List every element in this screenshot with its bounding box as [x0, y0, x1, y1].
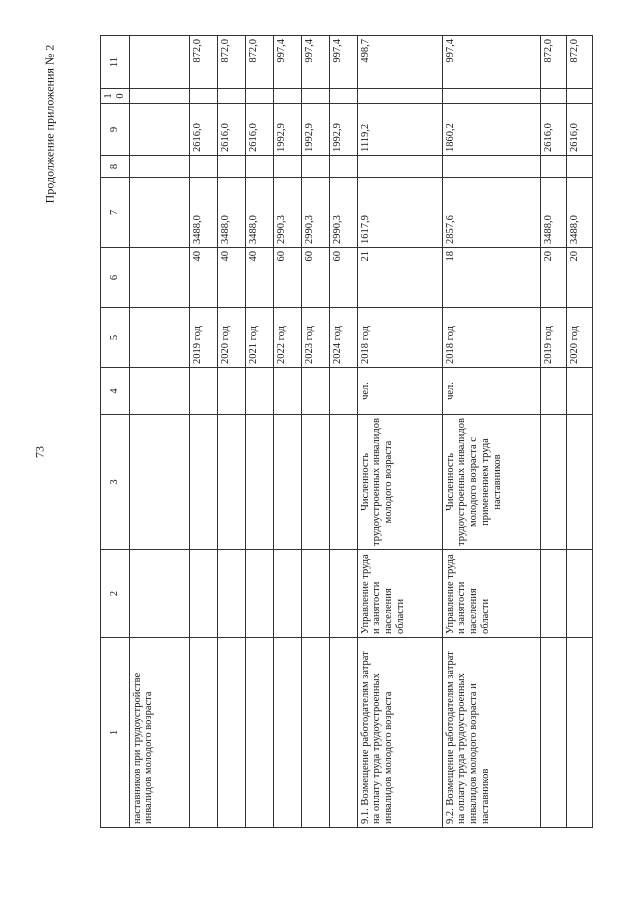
table-row-continuation: [129, 36, 189, 828]
cell: [566, 415, 592, 550]
page-number: 73: [32, 446, 47, 458]
executor-9-1: Управление труда и занятости населения области: [357, 550, 442, 638]
year-cell: 2020 год: [217, 308, 245, 368]
cell: [129, 36, 189, 89]
header-cell-7: 7: [101, 178, 130, 248]
cell: [189, 638, 217, 828]
regional-cell: 872,0: [217, 36, 245, 89]
cell: [129, 308, 189, 368]
cell: [329, 156, 357, 178]
cell: [357, 156, 442, 178]
cell: [189, 368, 217, 415]
quantity-cell: 18: [442, 248, 540, 308]
table-row: [245, 36, 273, 828]
cell: [129, 550, 189, 638]
regional-cell: 997,4: [273, 36, 301, 89]
regional-cell: 872,0: [540, 36, 566, 89]
cell: [329, 415, 357, 550]
cell: [566, 89, 592, 104]
quantity-cell: 40: [217, 248, 245, 308]
cell: [301, 415, 329, 550]
cell-continued-name: наставников при трудоустройстве инвалидов молодого возраста: [129, 638, 189, 828]
cell: [273, 89, 301, 104]
cell: [540, 156, 566, 178]
cell: [540, 368, 566, 415]
header-cell-3: 3: [101, 415, 130, 550]
cell: [566, 638, 592, 828]
header-cell-4: 4: [101, 368, 130, 415]
quantity-cell: 20: [540, 248, 566, 308]
cell: [273, 156, 301, 178]
cell: [245, 638, 273, 828]
cell: [273, 415, 301, 550]
year-cell: 2024 год: [329, 308, 357, 368]
header-cell-11: 11: [101, 36, 130, 89]
cell: [217, 638, 245, 828]
cell: [357, 89, 442, 104]
total-cell: 3488,0: [540, 178, 566, 248]
table-row: [189, 36, 217, 828]
total-cell: 2857,6: [442, 178, 540, 248]
table-row: [301, 36, 329, 828]
total-cell: 2990,3: [329, 178, 357, 248]
cell: [540, 89, 566, 104]
cell: [301, 89, 329, 104]
cell: [129, 415, 189, 550]
budget-table: [100, 35, 593, 828]
federal-cell: 1119,2: [357, 104, 442, 156]
federal-cell: 2616,0: [566, 104, 592, 156]
year-cell: 2020 год: [566, 308, 592, 368]
table-row: [566, 36, 592, 828]
measure-name-9-2: 9.2. Возмещение работодателям затрат на оплату труда трудоустроенных инвалидов молодого возраста и наставников: [442, 638, 540, 828]
cell: [442, 89, 540, 104]
cell: [273, 550, 301, 638]
year-cell: 2018 год: [442, 308, 540, 368]
cell: [189, 550, 217, 638]
cell: [273, 638, 301, 828]
header-cell-5: 5: [101, 308, 130, 368]
cell: [189, 89, 217, 104]
rotated-table-wrapper: [100, 36, 580, 828]
quantity-cell: 20: [566, 248, 592, 308]
header-cell-9: 9: [101, 104, 130, 156]
cell: [245, 368, 273, 415]
cell: [245, 89, 273, 104]
cell: [540, 415, 566, 550]
regional-cell: 997,4: [442, 36, 540, 89]
federal-cell: 1992,9: [301, 104, 329, 156]
table-row-section-9-1: [357, 36, 442, 828]
cell: [245, 550, 273, 638]
cell: [217, 415, 245, 550]
cell: [301, 550, 329, 638]
federal-cell: 1992,9: [273, 104, 301, 156]
indicator-9-2: Численность трудоустроенных инвалидов молодого возраста с применением труда наставников: [442, 415, 540, 550]
table-row: [329, 36, 357, 828]
total-cell: 3488,0: [217, 178, 245, 248]
table-row: [273, 36, 301, 828]
total-cell: 3488,0: [245, 178, 273, 248]
cell: [329, 550, 357, 638]
total-cell: 1617,9: [357, 178, 442, 248]
unit-9-1: чел.: [357, 368, 442, 415]
header-cell-1: 1: [101, 638, 130, 828]
measure-name-9-1: 9.1. Возмещение работодателям затрат на оплату труда трудоустроенных инвалидов молодого возраста: [357, 638, 442, 828]
regional-cell: 997,4: [329, 36, 357, 89]
cell: [217, 156, 245, 178]
cell: [217, 368, 245, 415]
total-cell: 2990,3: [301, 178, 329, 248]
year-cell: 2018 год: [357, 308, 442, 368]
cell: [566, 156, 592, 178]
cell: [329, 368, 357, 415]
cell: [273, 368, 301, 415]
header-cell-8: 8: [101, 156, 130, 178]
cell: [189, 415, 217, 550]
federal-cell: 2616,0: [540, 104, 566, 156]
cell: [540, 638, 566, 828]
year-cell: 2019 год: [189, 308, 217, 368]
cell: [129, 178, 189, 248]
cell: [129, 248, 189, 308]
cell: [566, 368, 592, 415]
regional-cell: 872,0: [566, 36, 592, 89]
regional-cell: 498,7: [357, 36, 442, 89]
table-row: [540, 36, 566, 828]
cell: [217, 89, 245, 104]
federal-cell: 2616,0: [245, 104, 273, 156]
continuation-label: Продолжение приложения № 2: [42, 44, 57, 204]
indicator-9-1: Численность трудоустроенных инвалидов молодого возраста: [357, 415, 442, 550]
cell: [129, 368, 189, 415]
cell: [301, 638, 329, 828]
quantity-cell: 60: [273, 248, 301, 308]
federal-cell: 1992,9: [329, 104, 357, 156]
cell: [540, 550, 566, 638]
cell: [129, 89, 189, 104]
total-cell: 2990,3: [273, 178, 301, 248]
total-cell: 3488,0: [189, 178, 217, 248]
federal-cell: 2616,0: [189, 104, 217, 156]
year-cell: 2023 год: [301, 308, 329, 368]
cell: [245, 156, 273, 178]
header-cell-6: 6: [101, 248, 130, 308]
cell: [129, 156, 189, 178]
cell: [245, 415, 273, 550]
cell: [301, 368, 329, 415]
federal-cell: 2616,0: [217, 104, 245, 156]
cell: [329, 89, 357, 104]
quantity-cell: 60: [301, 248, 329, 308]
header-row: [101, 36, 130, 828]
cell: [129, 104, 189, 156]
cell: [566, 550, 592, 638]
executor-9-2: Управление труда и занятости населения области: [442, 550, 540, 638]
regional-cell: 997,4: [301, 36, 329, 89]
quantity-cell: 21: [357, 248, 442, 308]
year-cell: 2022 год: [273, 308, 301, 368]
unit-9-2: чел.: [442, 368, 540, 415]
regional-cell: 872,0: [245, 36, 273, 89]
year-cell: 2021 год: [245, 308, 273, 368]
total-cell: 3488,0: [566, 178, 592, 248]
header-cell-2: 2: [101, 550, 130, 638]
regional-cell: 872,0: [189, 36, 217, 89]
cell: [329, 638, 357, 828]
year-cell: 2019 год: [540, 308, 566, 368]
cell: [217, 550, 245, 638]
federal-cell: 1860,2: [442, 104, 540, 156]
table-row: [217, 36, 245, 828]
cell: [189, 156, 217, 178]
header-cell-10: 10: [101, 89, 130, 104]
cell: [301, 156, 329, 178]
cell: [442, 156, 540, 178]
quantity-cell: 40: [245, 248, 273, 308]
table-row-section-9-2: [442, 36, 540, 828]
quantity-cell: 60: [329, 248, 357, 308]
quantity-cell: 40: [189, 248, 217, 308]
